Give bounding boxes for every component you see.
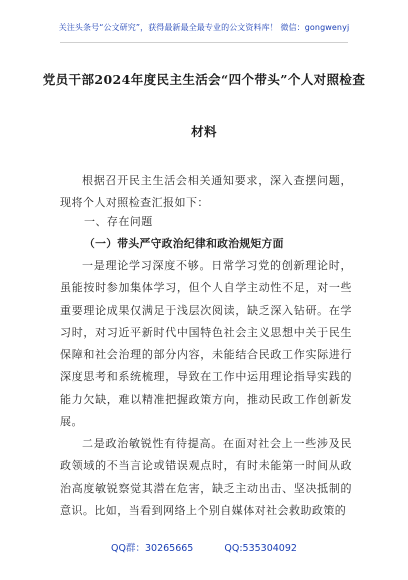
document-title: 党员干部2024年度民主生活会“四个带头”个人对照检查 (42, 72, 366, 87)
section-heading: 一、存在问题 (84, 215, 153, 228)
body-paragraph-2: 二是政治敏锐性有待提高。在面对社会上一些涉及民政领域的不当言论或错误观点时，有时未能第一时间从政治高度敏锐察觉其潜在危害，缺乏主动出击、坚决抵制的意识。比如，当看到网络上个别自媒体对社会救助政策的 (60, 437, 352, 517)
header-divider (60, 42, 348, 43)
intro-paragraph: 根据召开民主生活会相关通知要求，深入查摆问题，现将个人对照检查汇报如下： (60, 174, 352, 210)
footer-qq-group: QQ群：30265665 (111, 543, 194, 554)
body-paragraph-1: 一是理论学习深度不够。日常学习党的创新理论时，虽能按时参加集体学习，但个人自学主动性不足，对一些重要理论成果仅满足于浅层次阅读，缺乏深入钻研。在学习时，对习近平新时代中国特色社会主义思想中关于民生保障和社会治理的部分内容，未能结合民政工作实际进行深度思考和系统梳理，导致在工作中运用理论指导实践的能力欠缺，难以精准把握政策方向，推动民政工作创新发展。 (60, 259, 352, 429)
footer-contact (0, 540, 408, 554)
header-banner: 关注头条号“公文研究”，获得最新最全最专业的公文资料库！ 微信：gongwenyj (58, 23, 350, 32)
subsection-heading: （一）带头严守政治纪律和政治规矩方面 (84, 237, 284, 250)
document-title-continued: 材料 (191, 124, 217, 139)
footer-qq-number: QQ:535304092 (224, 543, 297, 554)
